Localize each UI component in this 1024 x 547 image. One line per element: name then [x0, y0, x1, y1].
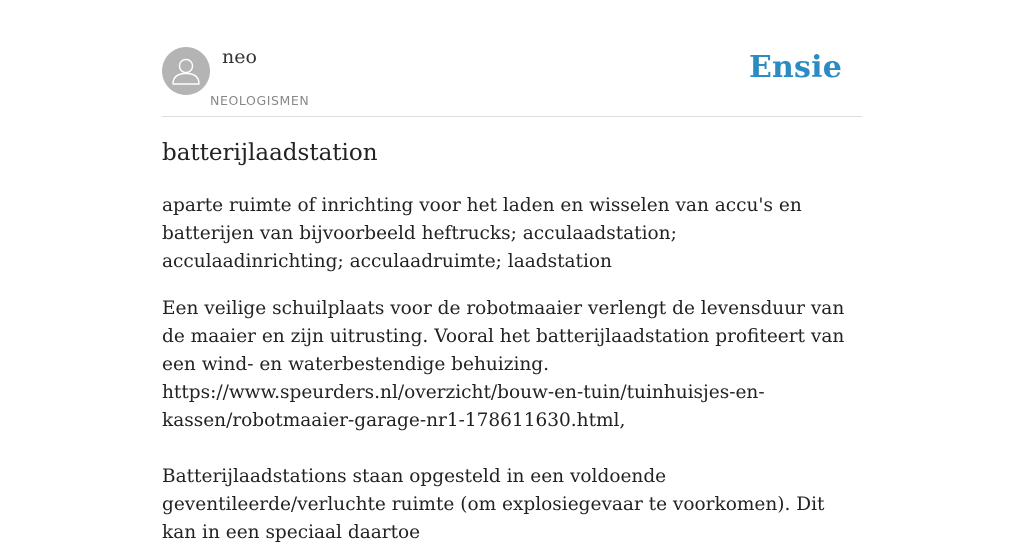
entry-header: [162, 0, 862, 117]
username[interactable]: neo: [222, 46, 257, 68]
avatar[interactable]: [162, 47, 210, 95]
entry-examples: [162, 295, 862, 547]
paragraph-spacer: [162, 435, 862, 463]
entry-definition: aparte ruimte of inrichting voor het laden en wisselen van accu's en batterijen van bijvoorbeeld heftrucks; acculaadstation; acculaadinrichting; acculaadruimte; laadstation: [162, 195, 802, 272]
example-source: https://www.speurders.nl/overzicht/bouw-en-tuin/tuinhuisjes-en-kassen/robotmaaier-garage-nr1-178611630.html,: [162, 382, 765, 431]
brand-logo[interactable]: Ensie: [748, 50, 842, 85]
example-text: Een veilige schuilplaats voor de robotmaaier verlengt de levensduur van de maaier en zijn uitrusting. Vooral het batterijlaadstation profiteert van een wind- en waterbestendige behuizing.: [162, 298, 845, 375]
category-link[interactable]: NEOLOGISMEN: [210, 93, 310, 108]
entry-card: [162, 0, 862, 543]
user-silhouette-icon: [162, 47, 210, 95]
entry-term: batterijlaadstation: [162, 140, 378, 166]
example-text-2: Batterijlaadstations staan opgesteld in een voldoende geventileerde/verluchte ruimte (om explosiegevaar te voorkomen). Dit kan in een speciaal daartoe: [162, 466, 825, 543]
